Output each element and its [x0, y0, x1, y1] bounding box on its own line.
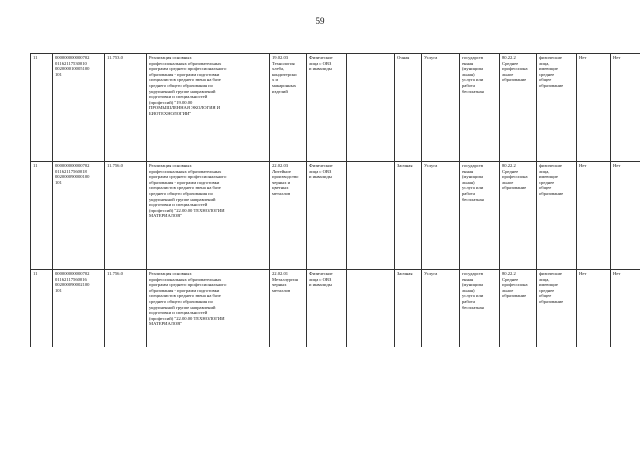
- okved-code: 11.756.0: [105, 270, 147, 348]
- service-status: государств енная (муниципа льная) услуга или работа бесплатная: [460, 162, 500, 270]
- recipient-category: Физические лица с ОВЗ и инвалиды: [307, 162, 347, 270]
- flag-2: Нет: [611, 162, 640, 270]
- recipients: физические лица, имеющие среднее общее образование: [537, 54, 577, 162]
- flag-1: Нет: [577, 162, 611, 270]
- registry-code: 000000000000702 01162117530010 002000010005100 101: [53, 54, 105, 162]
- service-name: Реализация основных профессиональных образовательных программ среднего профессионального образования - программ подготовки специалистов среднего звена на базе среднего общего образования по укрупненной группе направлений подготовки и специальностей (профессий) "22.00.00 ТЕХНОЛОГИИ МАТЕРИАЛОВ": [147, 162, 270, 270]
- base-code: 80.22.2 Среднее профессиона льное образование: [500, 270, 537, 348]
- specialty: 19.02.03 Технология хлеба, кондитерски х и макаронных изделий: [270, 54, 307, 162]
- study-form: Очная: [395, 54, 422, 162]
- registry-code: 000000000000702 01162117560018 002000090000100 101: [53, 162, 105, 270]
- service-type: Услуга: [422, 162, 460, 270]
- empty-cell: [347, 162, 395, 270]
- row-number: 11: [31, 162, 53, 270]
- flag-1: Нет: [577, 54, 611, 162]
- empty-cell: [347, 54, 395, 162]
- okved-code: 11.753.0: [105, 54, 147, 162]
- flag-2: Нет: [611, 270, 640, 348]
- study-form: Заочная: [395, 162, 422, 270]
- recipient-category: Физические лица с ОВЗ и инвалиды: [307, 54, 347, 162]
- service-name: Реализация основных профессиональных образовательных программ среднего профессионального образования - программ подготовки специалистов среднего звена на базе среднего общего образования по укрупненной группе направлений подготовки и специальностей (профессий) "19.00.00 ПРОМЫШЛЕННАЯ ЭКОЛОГИЯ И БИОТЕХНОЛОГИИ": [147, 54, 270, 162]
- recipients: физические лица, имеющие среднее общее образование: [537, 162, 577, 270]
- okved-code: 11.756.0: [105, 162, 147, 270]
- table-row: [31, 54, 640, 162]
- table-row: [31, 270, 640, 348]
- base-code: 80.22.2 Среднее профессиона льное образование: [500, 54, 537, 162]
- service-type: Услуга: [422, 270, 460, 348]
- table-row: [31, 162, 640, 270]
- study-form: Заочная: [395, 270, 422, 348]
- flag-1: Нет: [577, 270, 611, 348]
- page-number: 59: [315, 16, 325, 26]
- service-status: государств енная (муниципа льная) услуга или работа бесплатная: [460, 54, 500, 162]
- registry-code: 000000000000702 01162117560016 002000090002100 101: [53, 270, 105, 348]
- flag-2: Нет: [611, 54, 640, 162]
- specialty: 22.02.01 Металлургия черных металлов: [270, 270, 307, 348]
- recipients: физические лица, имеющие среднее общее образование: [537, 270, 577, 348]
- service-type: Услуга: [422, 54, 460, 162]
- service-name: Реализация основных профессиональных образовательных программ среднего профессионального образования - программ подготовки специалистов среднего звена на базе среднего общего образования по укрупненной группе направлений подготовки и специальностей (профессий) "22.00.00 ТЕХНОЛОГИИ МАТЕРИАЛОВ": [147, 270, 270, 348]
- row-number: 11: [31, 54, 53, 162]
- empty-cell: [347, 270, 395, 348]
- service-status: государств енная (муниципа льная) услуга или работа бесплатная: [460, 270, 500, 348]
- row-number: 11: [31, 270, 53, 348]
- services-registry-table: [30, 53, 640, 347]
- recipient-category: Физические лица с ОВЗ и инвалиды: [307, 270, 347, 348]
- specialty: 22.02.03 Литейное производство черных и цветных металлов: [270, 162, 307, 270]
- base-code: 80.22.2 Среднее профессиона льное образование: [500, 162, 537, 270]
